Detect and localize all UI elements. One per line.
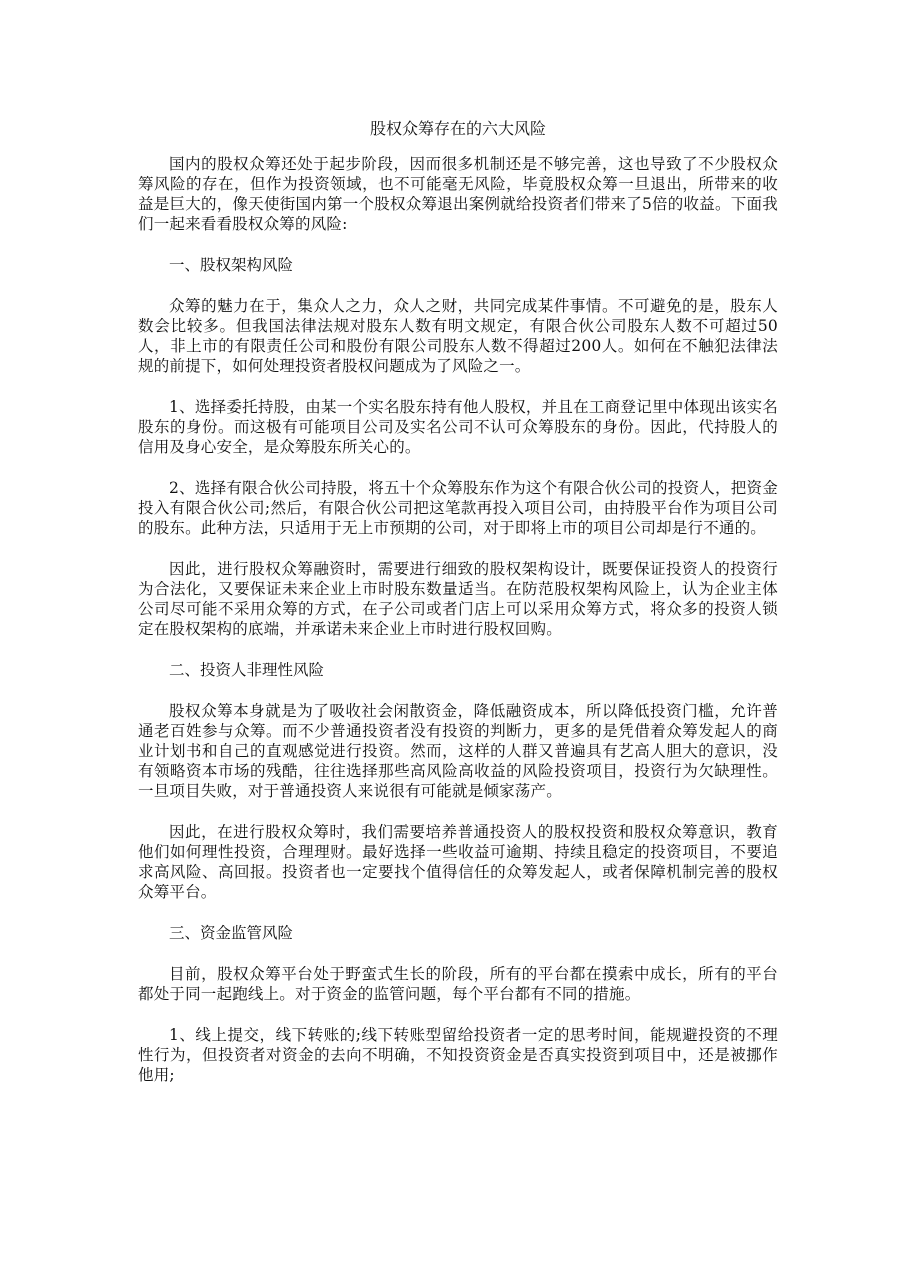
section-heading-equity-structure: 一、股权架构风险 <box>169 256 294 274</box>
paragraph: 因此，在进行股权众筹时，我们需要培养普通投资人的股权投资和股权众筹意识，教育他们如何理性投资，合理理财。最好选择一些收益可逾期、持续且稳定的投资项目，不要追求高风险、高回报。投资者也一定要找个值得信任的众筹发起人，或者保障机制完善的股权众筹平台。 <box>138 823 778 901</box>
document-page <box>138 118 778 1106</box>
paragraph: 2、选择有限合伙公司持股，将五十个众筹股东作为这个有限合伙公司的投资人，把资金投入有限合伙公司;然后，有限合伙公司把这笔款再投入项目公司，由持股平台作为项目公司的股东。此种方法，只适用于无上市预期的公司，对于即将上市的项目公司却是行不通的。 <box>138 479 778 537</box>
section-heading-fund-supervision: 三、资金监管风险 <box>169 924 294 942</box>
intro-paragraph: 国内的股权众筹还处于起步阶段，因而很多机制还是不够完善，这也导致了不少股权众筹风险的存在，但作为投资领域，也不可能毫无风险，毕竟股权众筹一旦退出，所带来的收益是巨大的，像天使街国内第一个股权众筹退出案例就给投资者们带来了5倍的收益。下面我们一起来看看股权众筹的风险: <box>138 155 778 233</box>
paragraph: 1、线上提交，线下转账的;线下转账型留给投资者一定的思考时间，能规避投资的不理性行为，但投资者对资金的去向不明确，不知投资资金是否真实投资到项目中，还是被挪作他用; <box>138 1026 778 1084</box>
paragraph: 众筹的魅力在于，集众人之力，众人之财，共同完成某件事情。不可避免的是，股东人数会比较多。但我国法律法规对股东人数有明文规定，有限合伙公司股东人数不可超过50人，非上市的有限责任公司和股份有限公司股东人数不得超过200人。如何在不触犯法律法规的前提下，如何处理投资者股权问题成为了风险之一。 <box>138 297 778 375</box>
section-heading-irrational-investor: 二、投资人非理性风险 <box>169 661 325 679</box>
paragraph: 因此，进行股权众筹融资时，需要进行细致的股权架构设计，既要保证投资人的投资行为合法化，又要保证未来企业上市时股东数量适当。在防范股权架构风险上，认为企业主体公司尽可能不采用众筹的方式，在子公司或者门店上可以采用众筹方式，将众多的投资人锁定在股权架构的底端，并承诺未来企业上市时进行股权回购。 <box>138 560 778 638</box>
paragraph: 目前，股权众筹平台处于野蛮式生长的阶段，所有的平台都在摸索中成长，所有的平台都处于同一起跑线上。对于资金的监管问题，每个平台都有不同的措施。 <box>138 965 778 1003</box>
document-title: 股权众筹存在的六大风险 <box>369 119 546 138</box>
paragraph: 股权众筹本身就是为了吸收社会闲散资金，降低融资成本，所以降低投资门槛，允许普通老百姓参与众筹。而不少普通投资者没有投资的判断力，更多的是凭借着众筹发起人的商业计划书和自己的直观感觉进行投资。然而，这样的人群又普遍具有艺高人胆大的意识，没有领略资本市场的残酷，往往选择那些高风险高收益的风险投资项目，投资行为欠缺理性。一旦项目失败，对于普通投资人来说很有可能就是倾家荡产。 <box>138 702 778 800</box>
paragraph: 1、选择委托持股，由某一个实名股东持有他人股权，并且在工商登记里中体现出该实名股东的身份。而这极有可能项目公司及实名公司不认可众筹股东的身份。因此，代持股人的信用及身心安全，是众筹股东所关心的。 <box>138 398 778 456</box>
